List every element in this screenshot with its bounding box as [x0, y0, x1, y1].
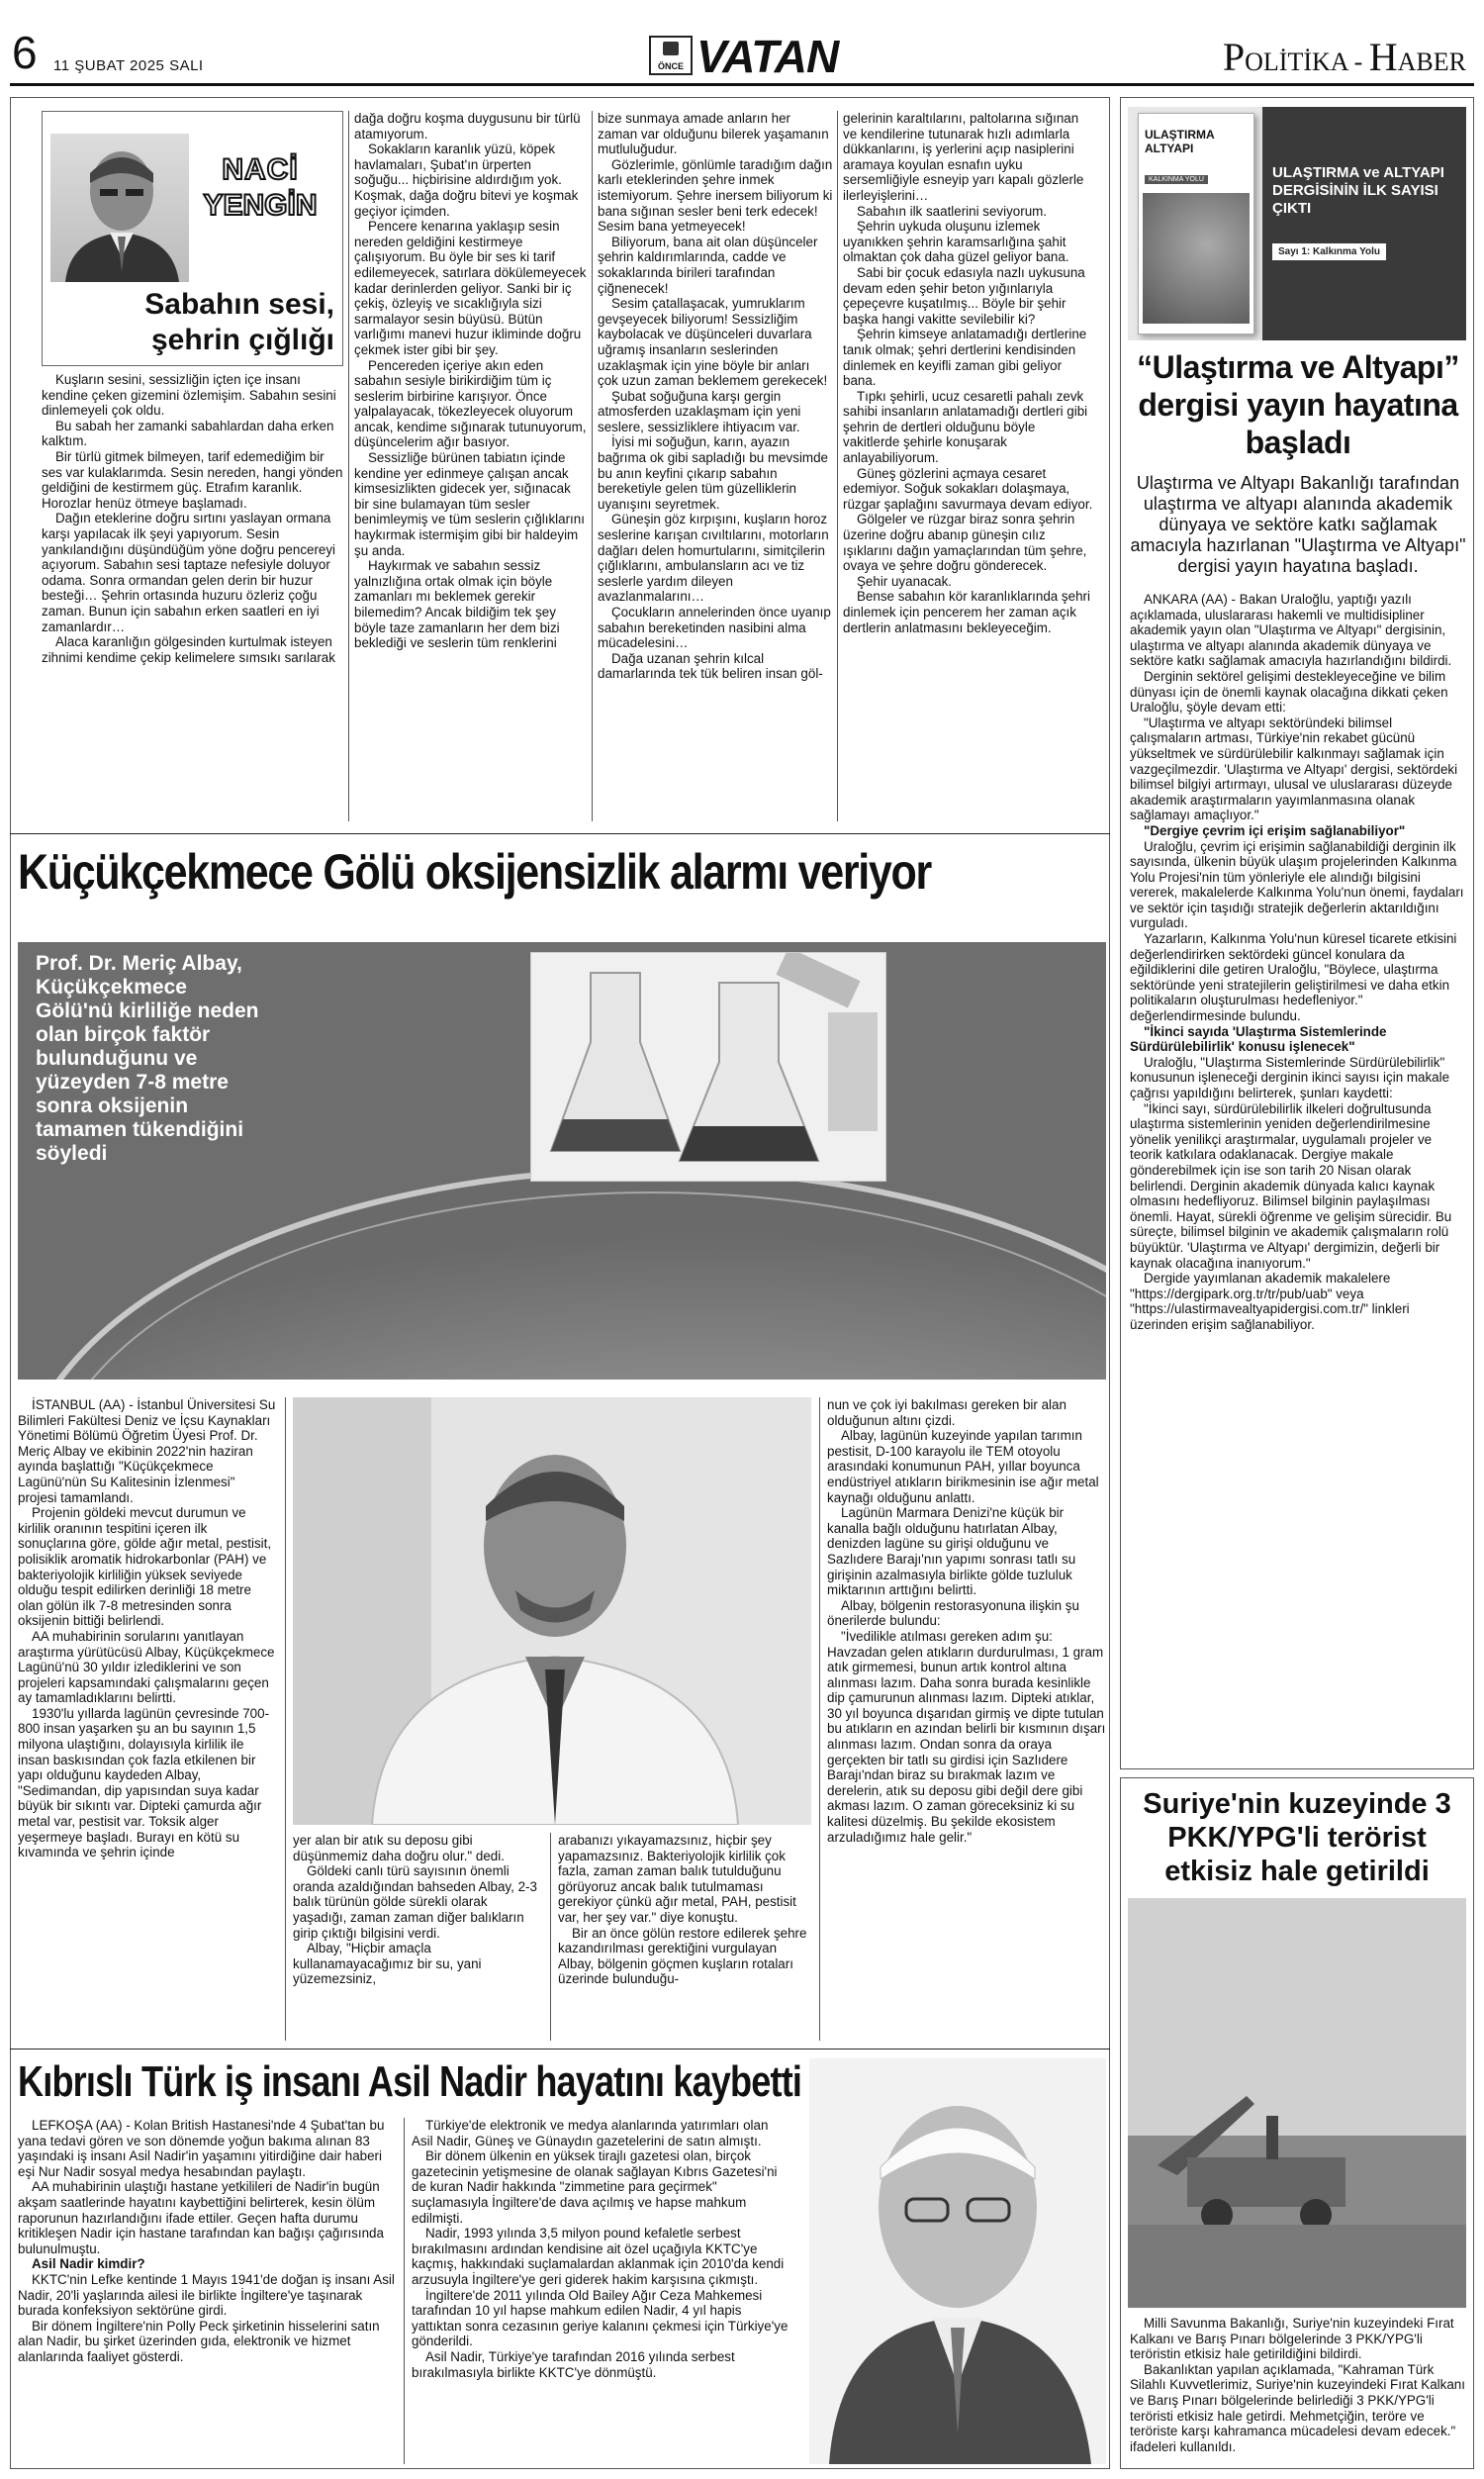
section-rest: OLİTİKA - — [1245, 48, 1369, 76]
cover-banner — [1262, 107, 1466, 340]
section-initial: P — [1222, 35, 1246, 79]
paragraph: Biliyorum, bana ait olan düşünceler şehrin kaldırımlarında, cadde ve sokaklarında birileri tarafından çiğnenecek! — [598, 234, 818, 296]
author-photo — [50, 134, 189, 282]
section-rest-2: ABER — [1397, 48, 1466, 76]
lake-col-3 — [558, 1833, 811, 2041]
logo-sub: ÖNCE — [657, 61, 684, 71]
paragraph: 1930'lu yıllarda lagünün çevresinde 700-800 insan yaşarken şu an bu sayının 1,5 milyona ulaştığını, dolayısıyla kirlilik ile insan baskısından çok fazla etkilenen bir yapı olduğunu kaydeden Albay, "Sedimandan, dip yapısından suya kadar büyük bir sıkıntı var. Dipteki çamurda ağır metal var, pestisit var. Toksik alger yeşermeye başladı. Burayı en kötü su kıvamında ve şehrin içinde — [18, 1705, 270, 1860]
cover-title: ULAŞTIRMA — [1145, 128, 1215, 142]
section-initial-2: H — [1368, 35, 1398, 79]
column-title-line1: Sabahın sesi, — [144, 288, 334, 321]
paragraph: Çocukların annelerinden önce uyanıp sabahın bereketinden nasibini alma mücadelesini… — [598, 605, 831, 651]
paragraph: İSTANBUL (AA) - İstanbul Üniversitesi Su Bilimleri Fakültesi Deniz ve İçsu Kaynakları Yönetimi Bölümü Öğretim Üyesi Prof. Dr. Meriç Albay ve ekibinin 2022'nin haziran ayında başlattığı "Küçükçekmece Lagünü'nün Su Kalitesinin İzlenmesi" projesi tamamlandı. — [18, 1397, 276, 1505]
paragraph: bize sunmaya amade anların her zaman var olduğunu bilerek yaşamanın mutluluğudur. — [598, 111, 829, 157]
section-title — [1223, 34, 1466, 80]
paragraph: Tıpkı şehirli, ucuz cesaretli pahalı zevk sahibi insanların anlatamadığı dertleri gibi şehrin de dertleri olduğunu böyle vakitlerde şehirle konuşarak anlayabiliyorum. — [843, 388, 1088, 466]
magazine-spot: Ulaştırma ve Altyapı Bakanlığı tarafından ulaştırma ve altyapı alanında akademik dünyaya ve sektöre katkı sağlamak amacıyla hazırlanan "Ulaştırma ve Altyapı" dergisi yayın hayatına başladı. — [1130, 473, 1466, 576]
syria-body — [1130, 2316, 1466, 2464]
column-col-4 — [843, 111, 1095, 823]
section-divider — [10, 2049, 1110, 2050]
flask-photo — [530, 952, 886, 1182]
nadir-col-2 — [412, 2118, 789, 2464]
col-divider — [837, 111, 838, 821]
nadir-photo — [809, 2058, 1106, 2464]
paragraph: Sesim çatallaşacak, yumruklarım gevşeyecek biliyorum! Sessizliğim kaybolacak ve düşünceleri duvarlara uğramış insanların seslerinden uzaklaşmak için yine böyle bir anları çok uzun zaman beklemem gerekecek! — [598, 296, 828, 389]
col-divider — [285, 1397, 286, 2041]
paragraph: Güneşin göz kırpışını, kuşların horoz seslerine karışan cıvıltılarını, motorların dağları delen homurtularını, simitçilerin çığlıklarını, ambulansların acı ve tiz seslerle yardım dileyen avazlanmalarını… — [598, 512, 829, 605]
paragraph: Bu sabah her zamanki sabahlardan daha erken kalktım. — [42, 418, 334, 449]
logo-badge — [649, 36, 693, 75]
paragraph: Nadir, 1993 yılında 3,5 milyon pound kefaletle serbest bırakılmasını ardından kendisine ait özel uçağıyla KKTC'ye kaçmış, hakkındaki suçlamalardan aklanmak için 2010'da kendi arzusuyla İngiltere'ye geri giderek hakim karşısına çıkmıştı. — [412, 2226, 785, 2287]
paragraph: Göldeki canlı türü sayısının önemli oranda azaldığından bahseden Albay, 2-3 balık türünün gölde sürekli olarak yaşadığı, zaman zaman diğer balıkların girip çıktığı bilgisini verdi. — [293, 1863, 537, 1941]
paragraph: AA muhabirinin ulaştığı hastane yetkilileri de Nadir'in bugün akşam saatlerinde hayatını kaybettiğini belirterek, kesin ölüm raporunun hazırlandığını ifade ettiler. Geçen hafta durumu kritikleşen Nadir için hastane tarafından kan bağışı çağırısında bulunulmuştu. — [18, 2179, 384, 2256]
lake-col-4 — [827, 1397, 1106, 2041]
paragraph: Bir an önce gölün restore edilerek şehre kazandırılması gerektiğini vurgulayan Albay, bölgenin göçmen kuşların rotaları üzerinde bulunduğu- — [558, 1925, 807, 1987]
cover-text: ULAŞTIRMA ve ALTYAPI DERGİSİNİN İLK SAYISI ÇIKTI — [1272, 164, 1444, 217]
paragraph: Lagünün Marmara Denizi'ne küçük bir kanalla bağlı olduğunu hatırlatan Albay, denizden lagüne su girişi olduğunu ve Sazlıdere Barajı'nın yapımı sonrası tatlı su girişinin azalmasıyla birlikte gölde tuzluluk miktarının arttığını belirtti. — [827, 1505, 1076, 1598]
paragraph: Gözlerimle, gönlümle taradığım dağın karlı eteklerinden şehre inmek istemiyorum. Şehre inersem biliyorum ki bana sığınan sesler beni terk edecek! Sesim bana yetmeyecek! — [598, 156, 833, 235]
col-divider — [550, 1833, 551, 2041]
column-title-line2: şehrin çığlığı — [150, 324, 334, 356]
lake-col-1 — [18, 1397, 277, 2041]
paragraph: Bir dönem ülkenin en yüksek tirajlı gazetesi olan, birçok gazetecinin yetişmesine de olanak sağlayan Kıbrıs Gazetesi'ni de kuran Nadir hakkında "zimmetine para geçirmek" suçlamasıyla İngiltere'de dava açılmış ve hapse mahkum edilmişti. — [412, 2148, 778, 2226]
paragraph: gelerinin karaltılarını, paltolarına sığınan ve kendilerine tutunarak hızlı adımlarla dükkanlarını, iş yerlerini açıp nasiplerini aramaya koyulan esnafın uyku sersemliğiyle esneyip yarı kapalı gözlerle ilerleyişlerini… — [843, 111, 1084, 203]
magazine-body — [1130, 592, 1466, 1760]
lake-hero-photo — [18, 942, 1106, 1380]
paragraph: KKTC'nin Lefke kentinde 1 Mayıs 1941'de doğan iş insanı Asil Nadir, 20'li yaşlarında ailesi ile birlikte İngiltere'ye taşınarak burada konfeksiyon sektörüne girdi. — [18, 2271, 395, 2319]
paragraph: Pencereden içeriye akın eden sabahın sesiyle birikirdiğim tüm iç seslerim birbirine karışıyor. Önce yalpalayacak, tökezleyecek oluyorum ancak, kendime sığınarak tutunuyorum, düşüncelerim ağır basıyor. — [354, 357, 587, 450]
paragraph: Dağa uzanan şehrin kılcal damarlarında tek tük beliren insan göl- — [598, 650, 823, 682]
paragraph: Bakanlıktan yapılan açıklamada, "Kahraman Türk Silahlı Kuvvetlerimiz, Suriye'nin kuzeyindeki Fırat Kalkanı ve Barış Pınarı bölgelerinde belirlediği 3 PKK/YPG'li teröristi etkisiz hale getirdi. Mehmetçiğin, teröre ve teröriste karşı kahramanca mücadelesi devam edecek." ifadeleri kullanıldı. — [1130, 2361, 1465, 2454]
nadir-col-1 — [18, 2118, 396, 2464]
logo-flag-icon — [663, 42, 679, 55]
paragraph: Sabahın ilk saatlerini seviyorum. — [857, 203, 1048, 219]
paragraph: Bir dönem İngiltere'nin Polly Peck şirketinin hisselerini satın alan Nadir, bu şirket üzerinden gıda, elektronik ve hizmet alanlarında faaliyet gösterdi. — [18, 2318, 380, 2364]
paragraph: yer alan bir atık su deposu gibi düşünmemiz daha doğru olur." dedi. — [293, 1833, 505, 1863]
cover-map-image — [1143, 193, 1250, 324]
paragraph: Şubat soğuğuna karşı gergin atmosferden uzaklaşmam için yeni seslere, sessizliklere ihtiyacım var. — [598, 388, 801, 434]
page-header — [0, 0, 1484, 94]
paragraph: Uraloğlu, "Ulaştırma Sistemlerinde Sürdürülebilirlik" konusunun işleneceği derginin ikinci sayısı için makale çağrısı yapıldığını belirterek, şunları kaydetti: — [1130, 1054, 1450, 1100]
author-box — [42, 111, 343, 366]
paragraph: Şehrin kimseye anlatamadığı dertlerine tanık olmak; şehri dertlerini kendisinden dinlemek en keyifli zaman gibi geliyor bana. — [843, 327, 1087, 389]
paragraph: Albay, bölgenin restorasyonuna ilişkin şu önerilerde bulundu: — [827, 1597, 1079, 1629]
paragraph: Kuşların sesini, sessizliğin içten içe insanı kendine çeken gizemini özlemişim. Sabahın sesini dinlemeyeli çok oldu. — [42, 372, 336, 419]
paragraph: Dağın eteklerine doğru sırtını yaslayan ormana karşı yapılacak ilk şeyi yapıyorum. Sesin yankılandığını düşündüğüm yöne doğru pencereyi açıyorum. Sabahın sesi taptaze nefesiyle doluyor odama. Sonra ormandan gelen derin bir huzur besteği… Şehrin ortasında huzuru özleriz çoğu zaman. Bunun için sabahın erken saatleri en iyi zamanlardır… — [42, 511, 336, 634]
cover-subtitle: KALKINMA YOLU — [1145, 175, 1208, 184]
paragraph: "Dergiye çevrim içi erişim sağlanabiliyor" — [1144, 822, 1406, 838]
page-number: 6 — [12, 27, 38, 78]
col-divider — [404, 2118, 405, 2464]
albay-photo — [293, 1397, 811, 1825]
col-divider — [819, 1397, 820, 2041]
paragraph: Alaca karanlığın gölgesinden kurtulmak isteyen zihnimi kendime çekip kelimelere sımsıkı sarılarak — [42, 634, 335, 665]
paragraph: "Ulaştırma ve altyapı sektöründeki bilimsel çalışmaların artması, Türkiye'nin rekabet gücünü yükseltmek ve sürdürülebilir kalkınmayı sağlamak için vazgeçilmezdir. 'Ulaştırma ve Altyapı' dergisi, sektördeki bilimsel bilgiyi artırmayı, ulusal ve uluslararası düzeyde akademik araştırmaların yayımlanmasına olanak sağlamayı amaçlıyor." — [1130, 715, 1458, 823]
paragraph: Sokakların karanlık yüzü, köpek havlamaları, Şubat'ın ürperten soğuğu... hiçbirisine aldırdığım yok. Koşmak, dağa doğru bitevi ye koşmak geçiyor içimden. — [354, 142, 579, 219]
lake-headline: Küçükçekmece Gölü oksijensizlik alarmı veriyor — [18, 844, 931, 900]
col-divider — [592, 111, 593, 821]
paragraph: Yazarların, Kalkınma Yolu'nun küresel ticarete etkisini değerlendirirken sektördeki güncel konulara da eğildiklerini dile getiren Uraloğlu, "Böylece, ulaştırma sektöründe yeni stratejilerin geliştirilmesi ve daha etkin politikaların oluşturulması hedefleniyor." değerlendirmesinde bulundu. — [1130, 931, 1457, 1024]
paragraph: Dergide yayımlanan akademik makalelere "https://dergipark.org.tr/tr/pub/uab" veya "https://ulastirmavealtyapidergisi.com.tr/" linkleri üzerinden erişim sağlanabiliyor. — [1130, 1271, 1410, 1332]
nadir-headline: Kıbrıslı Türk iş insanı Asil Nadir hayatını kaybetti — [18, 2057, 802, 2106]
paragraph: Bir türlü gitmek bilmeyen, tarif edemediğim bir ses var kulaklarımda. Sesin nereden, hangi yönden geldiğini de kestirmem güç. Etrafım karanlık. Horozlar henüz ötmeye başlamadı. — [42, 448, 343, 511]
section-divider — [10, 833, 1110, 834]
column-col-1 — [42, 372, 343, 823]
paragraph: Uraloğlu, çevrim içi erişimin sağlanabildiği derginin ilk sayısında, ülkenin büyük ulaşım projelerinden Kalkınma Yolu Projesi'nin tüm yönleriyle ele alındığı bilgisini vererek, makalelerde Kalkınma Yolu'nun önemi, faydaları ve sektör için taşıdığı stratejik değerlerin aktarıldığını vurguladı. — [1130, 838, 1464, 931]
lake-spot: Prof. Dr. Meriç Albay, Küçükçekmece Gölü'nü kirliliğe neden olan birçok faktör bulunduğunu ve yüzeyden 7-8 metre sonra oksijenin tamamen tükendiğini söyledi — [36, 952, 259, 1165]
paragraph: Şehir uyanacak. — [857, 573, 953, 589]
paragraph: Projenin göldeki mevcut durumun ve kirlilik oranının tespitini içeren ilk sonuçlarına göre, gölde ağır metal, pestisit, polisiklik aromatik hidrokarbonlar (PAH) ve bakteriyolojik kirliliğin yüksek seviyede olduğu tespit edilirken derinliği 18 metre olan gölün ilk 7-8 metresinden sonra oksijenin bittiği belirlendi. — [18, 1505, 272, 1629]
paragraph: ANKARA (AA) - Bakan Uraloğlu, yaptığı yazılı açıklamada, uluslararası hakemli ve multidisipliner akademik yayın olan "Ulaştırma ve Altyapı" dergisinin, ulaştırma ve altyapı alanında akademik dünyaya ve sektöre katkı sağlamak amacıyla hazırlandığını bildirdi. — [1130, 592, 1452, 669]
paragraph: Albay, lagünün kuzeyinde yapılan tarımın pestisit, D-100 karayolu ile TEM otoyolu arasındaki konumunun PAH, yıllar boyunca endüstriyel atıkların birikmesinin ise ağır metal kaynağı olduğunu anlattı. — [827, 1428, 1099, 1505]
paragraph: arabanızı yıkayamazsınız, hiçbir şey yapamazsınız. Bakteriyolojik kirlilik çok fazla, zaman zaman balık tutulduğunu görüyoruz ancak balık tutulmaması gerekiyor çünkü ağır metal, PAH, pestisit var, her şey var." diye konuştu. — [558, 1833, 796, 1925]
paragraph: "İkinci sayı, sürdürülebilirlik ilkeleri doğrultusunda ulaştırma sistemlerinin yeniden değerlendirilmesine yönelik yenilikçi araştırmalar, uygulamalı projeler ve teorik katkılara odaklanacak. Dergiye makale gönderebilmek için ise son tarih 20 Nisan olarak belirlendi. Derginin akademik dünyada kalıcı kaynak olmasını hedefliyoruz. Bilimsel bilginin paylaşılması önemli. Hayat, sürekli öğrenme ve gelişim sürecidir. Bu süreçte, bilimsel bilginin ve akademik çalışmaların rolü büyüktür. 'Ulaştırma ve Altyapı' dergimizin, değerli bir kaynak olacağına inanıyorum." — [1130, 1100, 1452, 1271]
column-col-3 — [598, 111, 833, 823]
paragraph: Güneş gözlerini açmaya cesaret edemiyor. Soğuk sokakları dolaşmaya, rüzgar şaplağını savurmaya devam ediyor. — [843, 465, 1093, 512]
newspaper-logo — [649, 31, 847, 82]
paragraph: Albay, "Hiçbir amaçla kullanamayacağımız bir su, yani yüzemezsiniz, — [293, 1941, 482, 1987]
paragraph: Asil Nadir kimdir? — [32, 2256, 145, 2272]
paragraph: LEFKOŞA (AA) - Kolan British Hastanesi'nde 4 Şubat'tan bu yana tedavi gören ve son dönemde yoğun bakıma alınan 83 yaşındaki iş insanı Asil Nadir'in yaşamını yitirdiğine dair haberi eşi Nur Nadir sosyal medya hesabından paylaştı. — [18, 2118, 385, 2179]
paragraph: Gölgeler ve rüzgar biraz sonra şehrin üzerine doğru abanıp güneşin cılız ışıklarını dağın yamaçlarından tüm şehre, ovaya ve şehre doğru gönderecek. — [843, 512, 1087, 574]
paragraph: Sabi bir çocuk edasıyla nazlı uykusuna devam eden şehir beton yığınlarıyla çepeçevre kuşatılmış... Böyle bir şehir başka hangi vakitte sevilebilir ki? — [843, 264, 1085, 327]
cover-book — [1138, 113, 1254, 334]
paragraph: Derginin sektörel gelişimi destekleyeceğine ve bilim dünyası için de önemli kaynak olacağına dikkati çeken Uraloğlu, şöyle devam etti: — [1130, 668, 1448, 715]
paragraph: Milli Savunma Bakanlığı, Suriye'nin kuzeyindeki Fırat Kalkanı ve Barış Pınarı bölgelerinde 3 PKK/YPG'li teröristin etkisiz hale getirildiğini bildirdi. — [1130, 2316, 1454, 2362]
paragraph: Asil Nadir, Türkiye'ye tarafından 2016 yılında serbest bırakılmasıyla birlikte KKTC'ye dönmüştü. — [412, 2348, 735, 2380]
paragraph: Sessizliğe bürünen tabiatın içinde kendine yer edinmeye çalışan ancak kimsesizlikten gidecek yer, sığınacak bir sine bulamayan tüm sesler benimleymiş ve tüm seslerin çığlıklarını haykırmak istermişim gibi bir haldeyim şu anda. — [354, 450, 585, 558]
paragraph: AA muhabirinin sorularını yanıtlayan araştırma yürütücüsü Albay, Küçükçekmece Lagünü'nü 30 yıldır izlediklerini ve son projeleri kapsamındaki çalışmalarını geçen ay tamamladıklarını belirtti. — [18, 1628, 275, 1706]
paragraph: İngiltere'de 2011 yılında Old Bailey Ağır Ceza Mahkemesi tarafından 10 yıl hapse mahkum edilen Nadir, 4 yıl hapis yattıktan sonra cezasının geriye kalanını çekmesi için Türkiye'ye gönderildi. — [412, 2287, 788, 2349]
cover-badge: Sayı 1: Kalkınma Yolu — [1272, 243, 1386, 260]
author-name-last: YENGİN — [203, 189, 318, 222]
paragraph: Bense sabahın kör karanlıklarında şehri dinlemek için pencerem her zaman açık dertlerin anlatmasını bekleyeceğim. — [843, 589, 1090, 635]
paragraph: İyisi mi soğuğun, karın, ayazın bağrıma ok gibi sapladığı bu mevsimde bu anın keyfini çıkarıp sabahın bereketiyle gelen tüm güzelliklerin uyanışını seyretmek. — [598, 434, 828, 512]
col-divider — [348, 111, 349, 821]
paragraph: dağa doğru koşma duygusunu bir türlü atamıyorum. — [354, 111, 581, 142]
syria-headline: Suriye'nin kuzeyinde 3 PKK/YPG'li terörist etkisiz hale getirildi — [1143, 1788, 1451, 1887]
paragraph: Şehrin uykuda oluşunu izlemek uyanıkken şehrin karamsarlığına şahit olmaktan çok daha güzel geliyor bana. — [843, 219, 1069, 265]
page-date: 11 ŞUBAT 2025 SALI — [53, 57, 204, 74]
syria-photo — [1128, 1898, 1466, 2308]
author-name-first: NACİ — [222, 153, 299, 186]
magazine-cover — [1128, 107, 1466, 340]
header-rule — [10, 83, 1474, 86]
paragraph: nun ve çok iyi bakılması gereken bir alan olduğunun altını çizdi. — [827, 1397, 1067, 1428]
paragraph: "İkinci sayıda 'Ulaştırma Sistemlerinde Sürdürülebilirlik' konusu işlenecek" — [1130, 1023, 1387, 1055]
logo-text: VATAN — [696, 31, 839, 82]
paragraph: Pencere kenarına yaklaşıp sesin nereden geldiğini kestirmeye çalışıyorum. Bu öyle bir ses ki tarif edilemeyecek, satırlara dökülemeyecek kadar derinlerden geliyor. Sanki bir iç çekiş, özleyiş ve sıcaklığıyla sizi sarmalayor sesin büyüsü. Bütün varlığımı manevi huzur ikliminde doğru çekmek ister gibi bir şey. — [354, 219, 587, 357]
cover-title-2: ALTYAPI — [1145, 142, 1194, 155]
column-col-2 — [354, 111, 587, 823]
paragraph: "İvedilikle atılması gereken adım şu: Havzadan gelen atıkların durdurulması, 1 gram atık girmemesi, bunun artık kontrol altına alınması lazım. Daha sonra burada kesinlikle dip çamurunun alınması lazım. Dipteki atıklar, 30 yıl boyunca dışarıdan girmiş ve dipte tutulan bu atıkların en azından belirli bir kısmının dışarı alınması lazım. Ondan sonra da oraya gerçekten bir tatlı su girdisi için Sazlıdere Barajı'ndan biraz su bırakmak lazım ve derelerin, atık su deposu gibi değil dere gibi akması lazım. O zaman göreceksiniz ki su kalitesi düzelmiş. Bu şekilde ekosistem arzuladığımız hale gelir." — [827, 1628, 1106, 1845]
paragraph: Haykırmak ve sabahın sessiz yalnızlığına ortak olmak için böyle zamanları mı beklemek gerekir bilemedim? Ancak bildiğim tek şey böyle taze zamanların her dem bizi beklediği ve seslerin tüm renklerini — [354, 558, 560, 651]
lake-col-2 — [293, 1833, 542, 2041]
paragraph: Türkiye'de elektronik ve medya alanlarında yatırımları olan Asil Nadir, Güneş ve Günaydın gazetelerini de satın almıştı. — [412, 2118, 769, 2148]
magazine-headline: “Ulaştırma ve Altyapı” dergisi yayın hayatına başladı — [1137, 349, 1459, 460]
